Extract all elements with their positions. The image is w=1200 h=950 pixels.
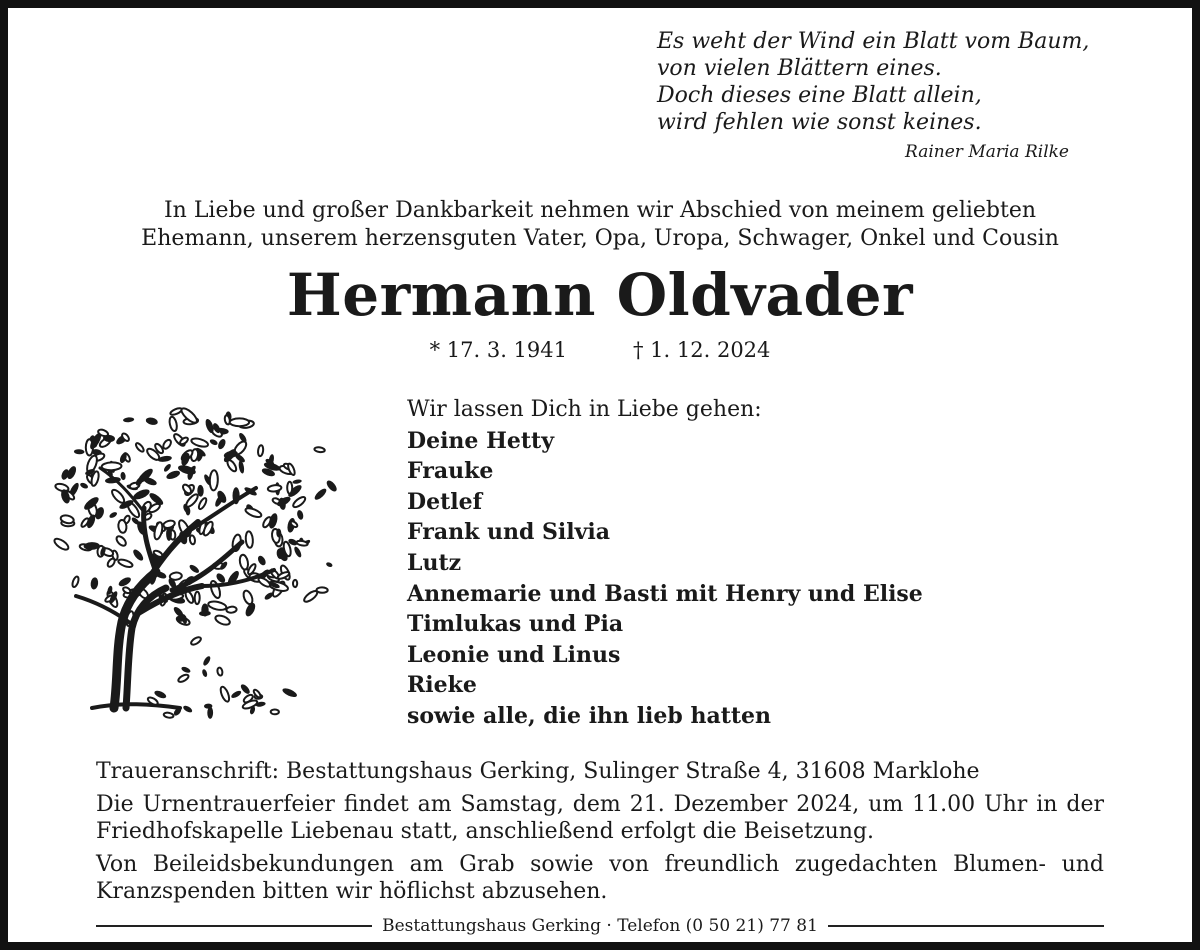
leaf-icon [219,686,231,703]
life-dates [0,338,1200,362]
leaf-icon [209,438,219,446]
leaf-icon [74,449,85,454]
leaf-icon [245,531,253,548]
mourner-name: Timlukas und Pia [407,611,624,638]
mourner-name: Lutz [407,549,462,576]
leaf-icon [230,689,242,699]
mourner-name: sowie alle, die ihn lieb hatten [407,702,772,729]
leaf-icon [195,592,200,604]
deceased-name: Hermann Oldvader [286,261,914,329]
leaf-icon [209,580,222,599]
tree-trunk [76,468,274,708]
leaf-icon [153,522,164,541]
intro-line: Ehemann, unserem herzensguten Vater, Opa, Uropa, Schwager, Onkel und Cousin [141,226,1059,251]
leaf-icon [217,667,223,676]
leaf-icon [199,610,211,616]
poem-line: von vielen Blättern eines. [657,56,942,81]
leaf-icon [313,487,328,502]
leaf-icon [120,472,126,481]
leaf-icon [281,687,298,699]
info-block [96,758,1104,911]
leaf-icon [102,462,122,470]
leaf-icon [214,614,231,627]
leaf-icon [325,561,333,567]
leaf-icon [153,689,167,700]
leaf-icon [162,438,173,450]
leaf-canopy [53,406,339,626]
leaf-icon [181,666,192,674]
leaf-icon [316,587,327,593]
leaf-icon [165,469,181,481]
leaf-icon [325,479,339,493]
death-date: † 1. 12. 2024 [633,338,771,362]
leaf-icon [201,669,208,678]
mourners-intro: Wir lassen Dich in Liebe gehen: [407,397,762,422]
leaf-icon [226,459,238,473]
leaf-icon [186,507,191,515]
leaf-icon [256,554,267,566]
leaf-icon [168,416,178,432]
footer-rule [96,925,372,927]
leaf-icon [190,437,208,448]
leaf-icon [188,563,200,574]
leaf-icon [208,600,228,611]
footer-text: Bestattungshaus Gerking · Telefon (0 50 21) 77 81 [382,916,818,936]
leaf-icon [79,482,89,490]
intro-text [40,197,1160,253]
leaf-icon [293,546,303,559]
windblown-tree-icon [52,390,342,725]
leaf-icon [190,636,202,646]
leaf-icon [108,511,118,519]
leaf-icon [257,445,263,457]
leaf-icon [145,416,158,426]
leaf-icon [239,554,250,570]
leaf-icon [242,589,254,605]
leaf-icon [217,438,227,451]
leaf-icon [293,580,297,587]
leaf-icon [296,509,304,520]
leaf-icon [106,557,116,568]
leaf-icon [166,527,172,541]
leaf-icon [90,577,99,590]
leaf-icon [244,506,262,518]
leaf-icon [226,606,237,613]
mourner-name: Frank und Silvia [407,519,611,546]
leaf-icon [182,704,193,713]
leaf-icon [163,463,172,473]
leaf-icon [314,447,325,453]
leaf-icon [292,495,307,509]
leaf-icon [123,417,135,423]
leaf-icon [209,470,218,490]
leaf-icon [135,442,145,453]
mourner-name: Annemarie und Basti mit Henry und Elise [407,580,923,607]
footer [96,914,1104,938]
footer-rule [828,925,1104,927]
leaf-icon [292,479,302,485]
leaf-icon [202,655,212,667]
leaf-icon [118,520,128,534]
poem-line: Doch dieses eine Blatt allein, [657,83,982,108]
mourner-list [407,395,1107,732]
leaf-icon [110,488,126,505]
intro-line: In Liebe und großer Dankbarkeit nehmen wir Abschied von meinem geliebten [163,198,1037,223]
mourning-address: Traueranschrift: Bestattungshaus Gerking, Sulinger Straße 4, 31608 Marklohe [96,759,980,784]
leaf-icon [189,535,195,545]
leaf-icon [239,683,251,696]
leaf-icon [117,558,133,568]
mourner-name: Detlef [407,488,483,515]
leaf-icon [197,497,207,510]
leaf-icon [131,548,145,562]
leaf-icon [267,484,281,492]
mourner-name: Frauke [407,458,494,485]
leaf-icon [287,482,292,494]
mourner-name: Deine Hetty [407,427,554,454]
condolence-request: Von Beileidsbekundungen am Grab sowie von freundlich zugedachten Blumen- und Kranzspenden bitten wir höflichst abzusehen. [96,852,1104,904]
poem-line: wird fehlen wie sonst keines. [657,110,982,135]
poem [657,28,1127,136]
leaf-icon [271,709,279,714]
leaf-icon [115,535,128,548]
leaf-icon [230,418,249,426]
leaf-icon [53,537,70,552]
leaf-icon [163,712,173,718]
mourner-name: Rieke [407,672,477,699]
poem-line: Es weht der Wind ein Blatt vom Baum, [657,29,1090,54]
leaf-icon [177,673,189,683]
poem-author: Rainer Maria Rilke [905,142,1069,162]
leaf-icon [71,576,79,588]
ceremony-text: Die Urnentrauerfeier findet am Samstag, dem 21. Dezember 2024, um 11.00 Uhr in der Friedhofskapelle Liebenau statt, anschließend erfolgt die Beisetzung. [96,792,1104,844]
birth-date: * 17. 3. 1941 [429,338,567,362]
mourner-name: Leonie und Linus [407,641,621,668]
